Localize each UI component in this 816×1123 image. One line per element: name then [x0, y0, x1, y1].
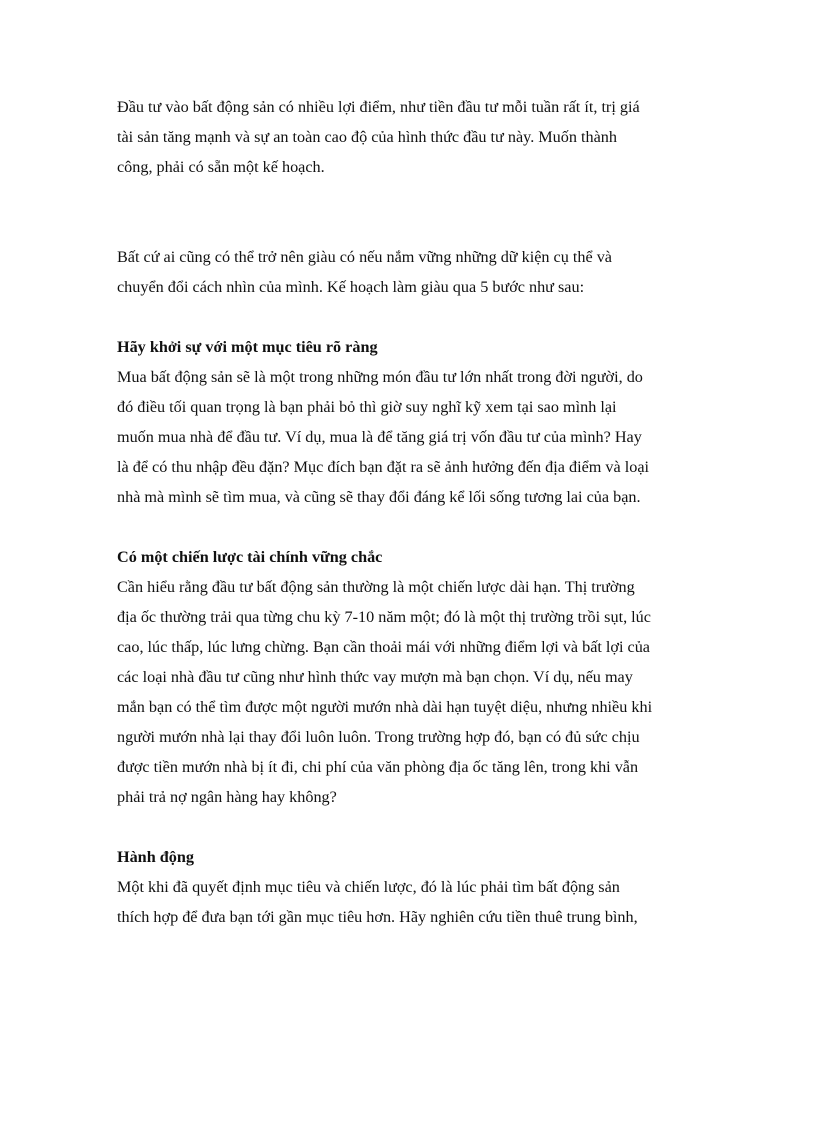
paragraph-gap — [117, 212, 707, 242]
section-action — [117, 842, 707, 932]
paragraph-line: tài sản tăng mạnh và sự an toàn cao độ của hình thức đầu tư này. Muốn thành — [117, 128, 617, 146]
paragraph-line: là để có thu nhập đều đặn? Mục đích bạn đặt ra sẽ ảnh hưởng đến địa điểm và loại — [117, 458, 650, 476]
paragraph-gap — [117, 182, 707, 212]
paragraph-gap — [117, 302, 707, 332]
paragraph-line: Cần hiểu rằng đầu tư bất động sản thường là một chiến lược dài hạn. Thị trường — [117, 578, 635, 596]
paragraph-line: người mướn nhà lại thay đổi luôn luôn. Trong trường hợp đó, bạn có đủ sức chịu — [117, 728, 640, 746]
section-goal — [117, 332, 707, 512]
paragraph-line: địa ốc thường trải qua từng chu kỳ 7-10 năm một; đó là một thị trường trồi sụt, lúc — [117, 608, 651, 626]
document-body — [117, 92, 707, 932]
paragraph-line: Mua bất động sản sẽ là một trong những món đầu tư lớn nhất trong đời người, do — [117, 368, 643, 386]
paragraph-line: Bất cứ ai cũng có thể trở nên giàu có nếu nắm vững những dữ kiện cụ thể và — [117, 248, 612, 266]
paragraph-line: đó điều tối quan trọng là bạn phải bỏ thì giờ suy nghĩ kỹ xem tại sao mình lại — [117, 398, 617, 416]
paragraph-line: cao, lúc thấp, lúc lưng chừng. Bạn cần thoải mái với những điểm lợi và bất lợi của — [117, 638, 650, 656]
paragraph-line: mắn bạn có thể tìm được một người mướn nhà dài hạn tuyệt diệu, nhưng nhiều khi — [117, 698, 653, 716]
section-heading: Hành động — [117, 848, 194, 866]
paragraph-line: các loại nhà đầu tư cũng như hình thức vay mượn mà bạn chọn. Ví dụ, nếu may — [117, 668, 633, 686]
paragraph-line: phải trả nợ ngân hàng hay không? — [117, 788, 337, 806]
paragraph-line: Đầu tư vào bất động sản có nhiều lợi điểm, như tiền đầu tư mỗi tuần rất ít, trị giá — [117, 98, 640, 116]
intro-paragraph — [117, 92, 707, 182]
paragraph-gap — [117, 512, 707, 542]
paragraph-line: muốn mua nhà để đầu tư. Ví dụ, mua là để tăng giá trị vốn đầu tư của mình? Hay — [117, 428, 642, 446]
paragraph-line: nhà mà mình sẽ tìm mua, và cũng sẽ thay đổi đáng kể lối sống tương lai của bạn. — [117, 488, 641, 506]
section-heading: Hãy khởi sự với một mục tiêu rõ ràng — [117, 338, 378, 356]
paragraph-line: được tiền mướn nhà bị ít đi, chi phí của văn phòng địa ốc tăng lên, trong khi vẫn — [117, 758, 639, 776]
summary-paragraph — [117, 242, 707, 302]
section-heading: Có một chiến lược tài chính vững chắc — [117, 548, 383, 566]
paragraph-line: Một khi đã quyết định mục tiêu và chiến lược, đó là lúc phải tìm bất động sản — [117, 878, 620, 896]
paragraph-line: chuyển đổi cách nhìn của mình. Kế hoạch làm giàu qua 5 bước như sau: — [117, 278, 585, 296]
paragraph-line: thích hợp để đưa bạn tới gần mục tiêu hơn. Hãy nghiên cứu tiền thuê trung bình, — [117, 908, 638, 926]
paragraph-line: công, phải có sẵn một kế hoạch. — [117, 158, 325, 176]
section-strategy — [117, 542, 707, 812]
paragraph-gap — [117, 812, 707, 842]
